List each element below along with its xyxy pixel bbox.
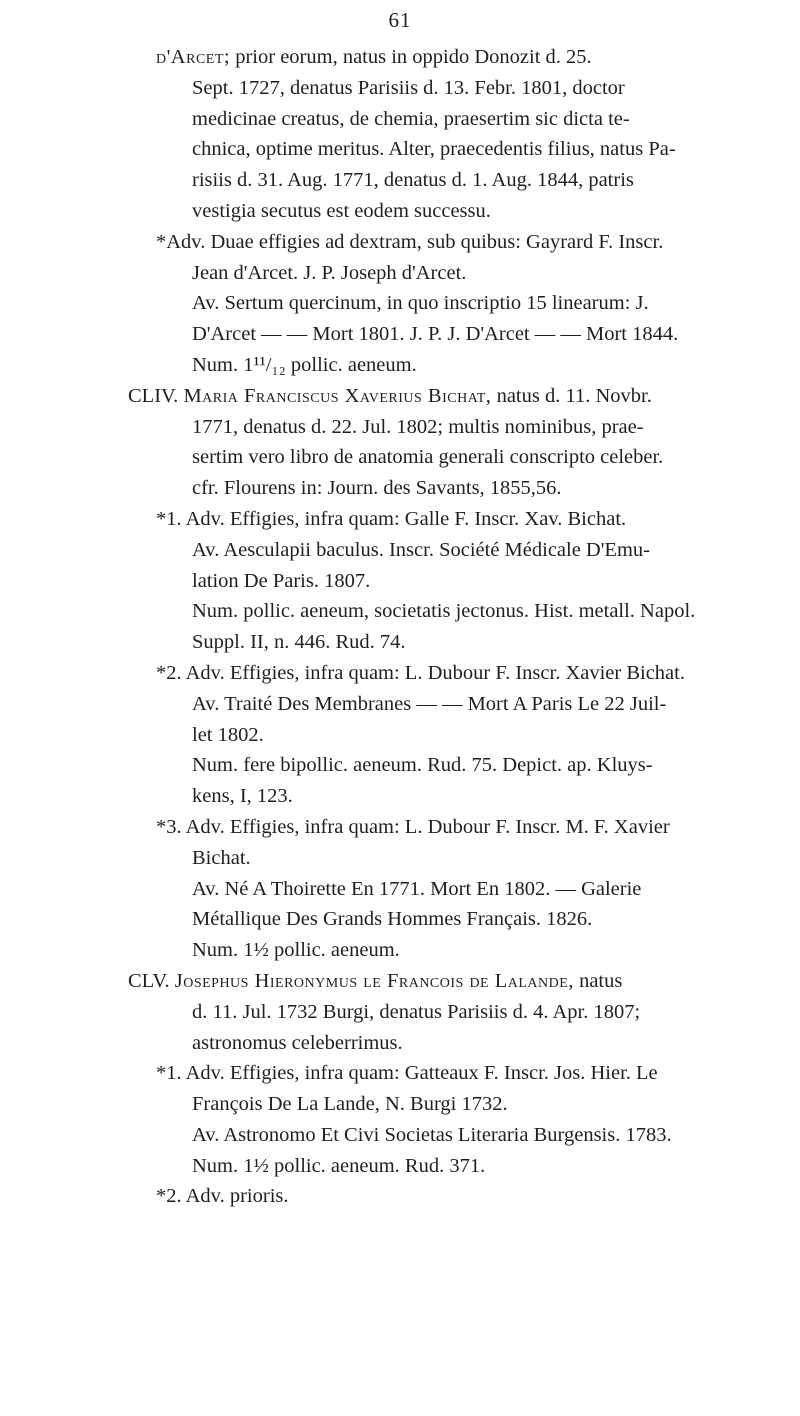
text-line <box>128 288 768 319</box>
text-line <box>128 935 768 966</box>
text-line-pre: lation De Paris. 1807. <box>192 569 371 592</box>
text-line-pre: d. 11. Jul. 1732 Burgi, denatus Parisiis d. 4. Apr. 1807; <box>192 1000 641 1023</box>
text-line <box>128 874 768 905</box>
text-line-pre: *Adv. Duae effigies ad dextram, sub quibus: Gayrard F. Inscr. <box>156 230 664 253</box>
text-line <box>128 1089 768 1120</box>
text-line-sc: d'Arcet; <box>156 46 231 68</box>
text-line <box>128 750 768 781</box>
text-line-pre: Av. Astronomo Et Civi Societas Literaria Burgensis. 1783. <box>192 1123 672 1146</box>
text-line <box>128 196 768 227</box>
text-line <box>128 535 768 566</box>
text-line-pre: astronomus celeberrimus. <box>192 1031 403 1054</box>
text-line-pre: kens, I, 123. <box>192 785 293 808</box>
text-line-pre: D'Arcet — — Mort 1801. J. P. J. D'Arcet — — Mort 1844. <box>192 323 679 346</box>
text-line <box>128 319 768 350</box>
text-line <box>128 258 768 289</box>
text-line-post: chnica, optime meritus. Alter, praecedentis filius, natus Pa- <box>192 138 676 161</box>
text-line-pre: Av. Aesculapii baculus. Inscr. Société Médicale D'Emu- <box>192 538 650 561</box>
text-line-pre: *2. Adv. Effigies, infra quam: L. Dubour F. Inscr. Xavier Bichat. <box>156 661 685 684</box>
text-line <box>128 381 768 412</box>
text-line <box>128 350 768 381</box>
text-line <box>128 104 768 135</box>
text-line-pre: Num. 1¹¹/₁₂ pollic. aeneum. <box>192 353 417 376</box>
text-line <box>128 781 768 812</box>
text-line-pre: Av. Né A Thoirette En 1771. Mort En 1802. — Galerie <box>192 877 642 900</box>
text-line <box>128 812 768 843</box>
text-line-pre: Bichat. <box>192 846 251 869</box>
text-line-pre: CLIV. <box>128 384 184 407</box>
text-line-post: risiis d. 31. Aug. 1771, denatus d. 1. Aug. 1844, patris <box>192 169 634 192</box>
text-line-post: prior eorum, natus in oppido Donozit d. 25. <box>230 46 592 68</box>
text-line <box>128 720 768 751</box>
text-line-pre: Num. 1½ pollic. aeneum. Rud. 371. <box>192 1154 486 1177</box>
text-line <box>128 843 768 874</box>
text-line-sc: Josephus Hieronymus le Francois de Lalande, <box>174 969 574 992</box>
text-line-pre: Num. pollic. aeneum, societatis jectonus. Hist. metall. Napol. <box>192 600 696 623</box>
text-line <box>128 504 768 535</box>
text-line <box>128 627 768 658</box>
text-line-pre: 1771, denatus d. 22. Jul. 1802; multis nominibus, prae- <box>192 415 644 438</box>
text-body <box>128 42 768 1212</box>
text-line-pre: Av. Sertum quercinum, in quo inscriptio 15 linearum: J. <box>192 292 649 315</box>
text-line-pre: *2. Adv. prioris. <box>156 1185 289 1208</box>
text-line-pre: Num. 1½ pollic. aeneum. <box>192 939 400 962</box>
text-line-pre: let 1802. <box>192 723 264 746</box>
text-line <box>128 227 768 258</box>
text-line <box>128 1151 768 1182</box>
text-line <box>128 165 768 196</box>
text-line <box>128 473 768 504</box>
text-line <box>128 1028 768 1059</box>
text-line <box>128 566 768 597</box>
text-line <box>128 1120 768 1151</box>
text-line-pre: *1. Adv. Effigies, infra quam: Galle F. Inscr. Xav. Bichat. <box>156 507 627 530</box>
text-line <box>128 42 768 73</box>
text-line-pre: *3. Adv. Effigies, infra quam: L. Dubour F. Inscr. M. F. Xavier <box>156 815 670 838</box>
text-line-sc: Maria Franciscus Xaverius Bichat, <box>183 384 492 407</box>
text-line-pre: Suppl. II, n. 446. Rud. 74. <box>192 631 406 654</box>
text-line-pre: Métallique Des Grands Hommes Français. 1826. <box>192 908 593 931</box>
text-line-pre: Num. fere bipollic. aeneum. Rud. 75. Depict. ap. Kluys- <box>192 754 653 777</box>
text-line-post: natus <box>573 969 623 992</box>
text-line <box>128 596 768 627</box>
text-line <box>128 412 768 443</box>
text-line-pre: François De La Lande, N. Burgi 1732. <box>192 1093 508 1116</box>
text-line <box>128 997 768 1028</box>
text-line <box>128 658 768 689</box>
text-line-post: Sept. 1727, denatus Parisiis d. 13. Febr. 1801, doctor <box>192 76 625 99</box>
text-line <box>128 689 768 720</box>
page-number: 61 <box>388 8 412 32</box>
text-line <box>128 1181 768 1212</box>
text-line-post: medicinae creatus, de chemia, praesertim sic dicta te- <box>192 107 630 130</box>
text-line-post: natus d. 11. Novbr. <box>491 384 652 407</box>
text-line <box>128 134 768 165</box>
text-line-post: vestigia secutus est eodem successu. <box>192 199 491 222</box>
text-line <box>128 966 768 997</box>
text-line-pre: cfr. Flourens in: Journ. des Savants, 1855,56. <box>192 477 562 500</box>
text-line <box>128 904 768 935</box>
text-line-pre: sertim vero libro de anatomia generali conscripto celeber. <box>192 446 664 469</box>
text-line-pre: Jean d'Arcet. J. P. Joseph d'Arcet. <box>192 261 467 284</box>
text-line-pre: Av. Traité Des Membranes — — Mort A Paris Le 22 Juil- <box>192 692 667 715</box>
text-line <box>128 73 768 104</box>
text-line <box>128 1058 768 1089</box>
text-line <box>128 442 768 473</box>
text-line-pre: *1. Adv. Effigies, infra quam: Gatteaux F. Inscr. Jos. Hier. Le <box>156 1062 658 1085</box>
text-line-pre: CLV. <box>128 969 175 992</box>
